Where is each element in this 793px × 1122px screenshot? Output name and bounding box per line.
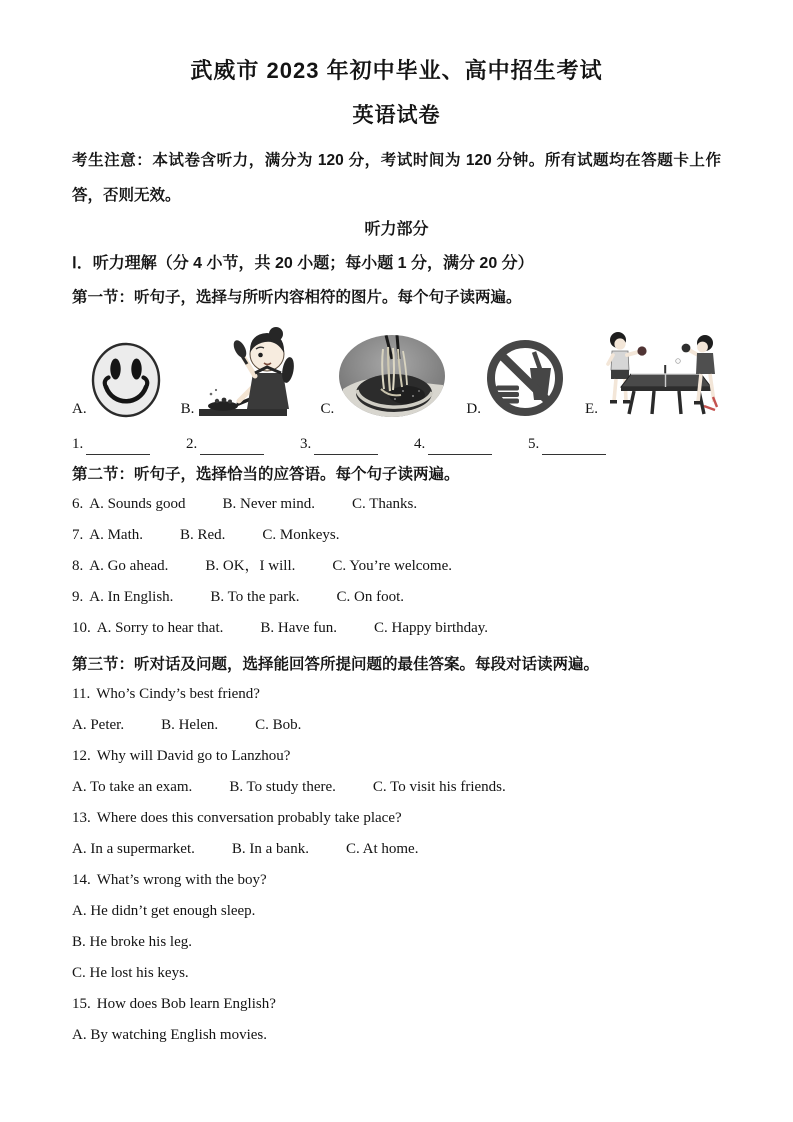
question-9 bbox=[72, 582, 721, 613]
noodle-bowl-photo bbox=[337, 333, 447, 419]
blank-line bbox=[200, 438, 264, 455]
listening-part-title: 听力部分 bbox=[364, 221, 429, 238]
question-number: 15. bbox=[72, 996, 91, 1012]
smiley-face-icon bbox=[90, 339, 162, 419]
picture-option-e bbox=[585, 321, 721, 419]
option-c: C. Thanks. bbox=[352, 496, 418, 512]
picture-label-a: A. bbox=[72, 401, 87, 417]
question-text: What’s wrong with the boy? bbox=[96, 872, 267, 888]
option-a: A. Math. bbox=[89, 527, 143, 543]
part3-heading: 第三节：听对话及问题，选择能回答所提问题的最佳答案。每段对话读两遍。 bbox=[72, 656, 600, 673]
question-number: 14. bbox=[72, 872, 91, 888]
picture-options-row bbox=[72, 321, 721, 419]
question-number: 11. bbox=[72, 686, 91, 702]
blank-line bbox=[428, 438, 492, 455]
answer-blank-4: 4. bbox=[414, 433, 528, 455]
girl-cooking-icon bbox=[197, 327, 301, 419]
question-11-text bbox=[72, 679, 721, 710]
question-12-text bbox=[72, 741, 721, 772]
question-14-text bbox=[72, 865, 721, 896]
option-c: C. Bob. bbox=[255, 717, 302, 733]
option-a: A. Peter. bbox=[72, 717, 125, 733]
picture-label-d: D. bbox=[466, 401, 481, 417]
question-number: 10. bbox=[72, 620, 91, 636]
option-a: A. Go ahead. bbox=[89, 558, 169, 574]
option-a: A. To take an exam. bbox=[72, 779, 193, 795]
option-c: C. You’re welcome. bbox=[332, 558, 452, 574]
option-b: B. He broke his leg. bbox=[72, 934, 192, 950]
option-c: C. On foot. bbox=[336, 589, 404, 605]
question-13-text bbox=[72, 803, 721, 834]
children-playing-table-tennis-icon bbox=[601, 321, 721, 419]
option-a: A. Sounds good bbox=[89, 496, 186, 512]
option-c: C. Happy birthday. bbox=[374, 620, 489, 636]
question-number: 9. bbox=[72, 589, 84, 605]
option-a: A. In English. bbox=[89, 589, 174, 605]
section1-heading: Ⅰ．听力理解（分 4 小节，共 20 小题；每小题 1 分，满分 20 分） bbox=[72, 255, 534, 272]
question-12-options bbox=[72, 772, 721, 803]
option-c: C. To visit his friends. bbox=[372, 779, 506, 795]
option-a: A. Sorry to hear that. bbox=[96, 620, 224, 636]
option-c: C. At home. bbox=[345, 841, 419, 857]
question-14-option-b bbox=[72, 927, 721, 958]
picture-option-d bbox=[466, 335, 566, 419]
blank-line bbox=[542, 438, 606, 455]
option-a: A. In a supermarket. bbox=[72, 841, 195, 857]
picture-label-e: E. bbox=[585, 401, 598, 417]
blank-line bbox=[86, 438, 150, 455]
picture-option-b bbox=[181, 327, 302, 419]
option-b: B. OK，I will. bbox=[205, 558, 296, 574]
option-a: A. By watching English movies. bbox=[72, 1027, 267, 1043]
question-number: 12. bbox=[72, 748, 91, 764]
answer-blank-2: 2. bbox=[186, 433, 300, 455]
picture-label-c: C. bbox=[320, 401, 335, 417]
question-text: Where does this conversation probably take place? bbox=[96, 810, 402, 826]
question-text: Why will David go to Lanzhou? bbox=[96, 748, 291, 764]
picture-option-c bbox=[321, 333, 448, 419]
answer-blank-5: 5. bbox=[528, 433, 606, 455]
question-13-options bbox=[72, 834, 721, 865]
option-c: C. Monkeys. bbox=[262, 527, 340, 543]
blank-line bbox=[314, 438, 378, 455]
exam-notice: 考生注意：本试卷含听力，满分为 120 分，考试时间为 120 分钟。所有试题均在答题卡上作答，否则无效。 bbox=[72, 152, 721, 204]
picture-option-a bbox=[72, 339, 162, 419]
question-6 bbox=[72, 489, 721, 520]
question-number: 7. bbox=[72, 527, 84, 543]
answer-blank-3: 3. bbox=[300, 433, 414, 455]
question-number: 8. bbox=[72, 558, 84, 574]
question-14-option-c bbox=[72, 958, 721, 989]
question-14-option-a bbox=[72, 896, 721, 927]
no-food-or-drinks-sign-icon bbox=[484, 335, 566, 419]
option-b: B. Never mind. bbox=[222, 496, 315, 512]
question-7 bbox=[72, 520, 721, 551]
picture-label-b: B. bbox=[180, 401, 195, 417]
option-b: B. Helen. bbox=[161, 717, 219, 733]
question-10 bbox=[72, 613, 721, 644]
answer-blank-1: 1. bbox=[72, 433, 186, 455]
option-b: B. To study there. bbox=[229, 779, 336, 795]
option-b: B. Red. bbox=[180, 527, 226, 543]
part1-heading: 第一节：听句子，选择与所听内容相符的图片。每个句子读两遍。 bbox=[72, 289, 522, 306]
question-text: Who’s Cindy’s best friend? bbox=[96, 686, 260, 702]
option-c: C. He lost his keys. bbox=[72, 965, 189, 981]
option-b: B. Have fun. bbox=[260, 620, 338, 636]
page-subtitle: 英语试卷 bbox=[352, 104, 441, 127]
question-number: 6. bbox=[72, 496, 84, 512]
question-15-text bbox=[72, 989, 721, 1020]
option-b: B. To the park. bbox=[210, 589, 300, 605]
question-text: How does Bob learn English? bbox=[96, 996, 276, 1012]
question-15-option-a bbox=[72, 1020, 721, 1051]
answer-blanks-row bbox=[72, 433, 721, 455]
part2-heading: 第二节：听句子，选择恰当的应答语。每个句子读两遍。 bbox=[72, 466, 460, 483]
page-title: 武威市 2023 年初中毕业、高中招生考试 bbox=[190, 58, 603, 83]
question-8 bbox=[72, 551, 721, 582]
question-11-options bbox=[72, 710, 721, 741]
question-number: 13. bbox=[72, 810, 91, 826]
option-a: A. He didn’t get enough sleep. bbox=[72, 903, 256, 919]
option-b: B. In a bank. bbox=[231, 841, 309, 857]
